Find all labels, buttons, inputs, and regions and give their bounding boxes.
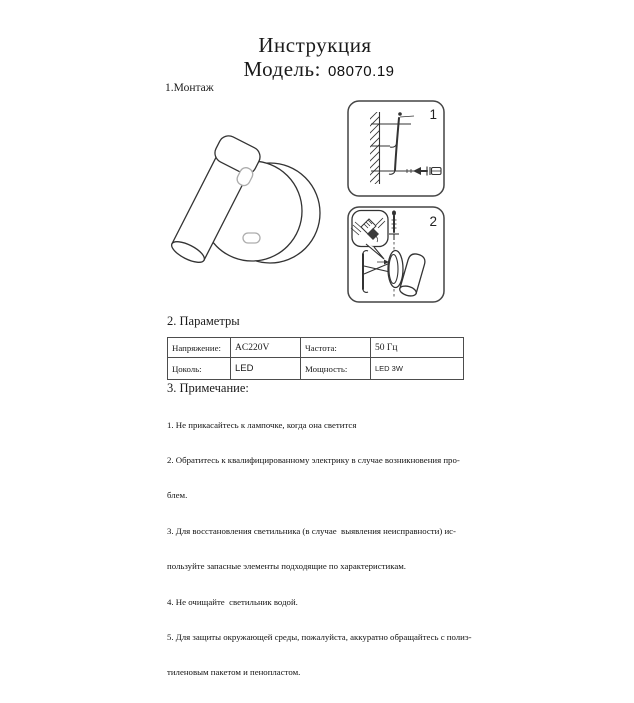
param-label-socket: Цоколь: xyxy=(168,358,231,379)
model-line xyxy=(4,57,634,82)
parameters-table xyxy=(167,337,464,380)
model-label: Модель: xyxy=(243,57,321,81)
notes-text xyxy=(167,396,472,703)
param-label-voltage: Напряжение: xyxy=(168,338,231,358)
section-heading-notes: 3. Примечание: xyxy=(167,381,249,395)
page-title: Инструкция xyxy=(258,33,372,57)
power-switch xyxy=(243,233,260,243)
note-line: 5. Для защиты окружающей среды, пожалуйста, аккуратно обращайтесь с полиэ- xyxy=(167,631,472,642)
param-value-power: LED 3W xyxy=(375,364,403,373)
param-label-frequency: Частота: xyxy=(301,338,371,358)
note-line: 1. Не прикасайтесь к лампочке, когда она светится xyxy=(167,419,357,430)
param-value-socket: LED xyxy=(231,358,301,379)
wall-lamp-drawing xyxy=(165,132,320,268)
note-line: 3. Для восстановления светильника (в случае выявления неисправности) ис- xyxy=(167,525,456,536)
mounting-step-2-diagram xyxy=(348,207,444,302)
section-heading-parameters: 2. Параметры xyxy=(167,314,240,328)
model-number: 08070.19 xyxy=(327,63,395,80)
note-line: 2. Обратитесь к квалифицированному электрику в случае возникновения про- xyxy=(167,454,460,465)
note-line: пользуйте запасные элементы подходящие по характеристикам. xyxy=(167,561,407,572)
note-line: 4. Не очищайте светильник водой. xyxy=(167,596,298,607)
note-line: тиленовым пакетом и пенопластом. xyxy=(167,667,301,678)
param-value-frequency: 50 Гц xyxy=(371,338,463,358)
section-heading-montage: 1.Монтаж xyxy=(165,82,214,94)
mounting-step-1-diagram xyxy=(348,101,444,196)
step-1-number: 1 xyxy=(429,107,437,122)
note-line: блем. xyxy=(167,490,188,501)
param-label-power: Мощность: xyxy=(301,358,371,379)
step-2-number: 2 xyxy=(429,214,437,229)
param-value-voltage: AC220V xyxy=(231,338,301,358)
